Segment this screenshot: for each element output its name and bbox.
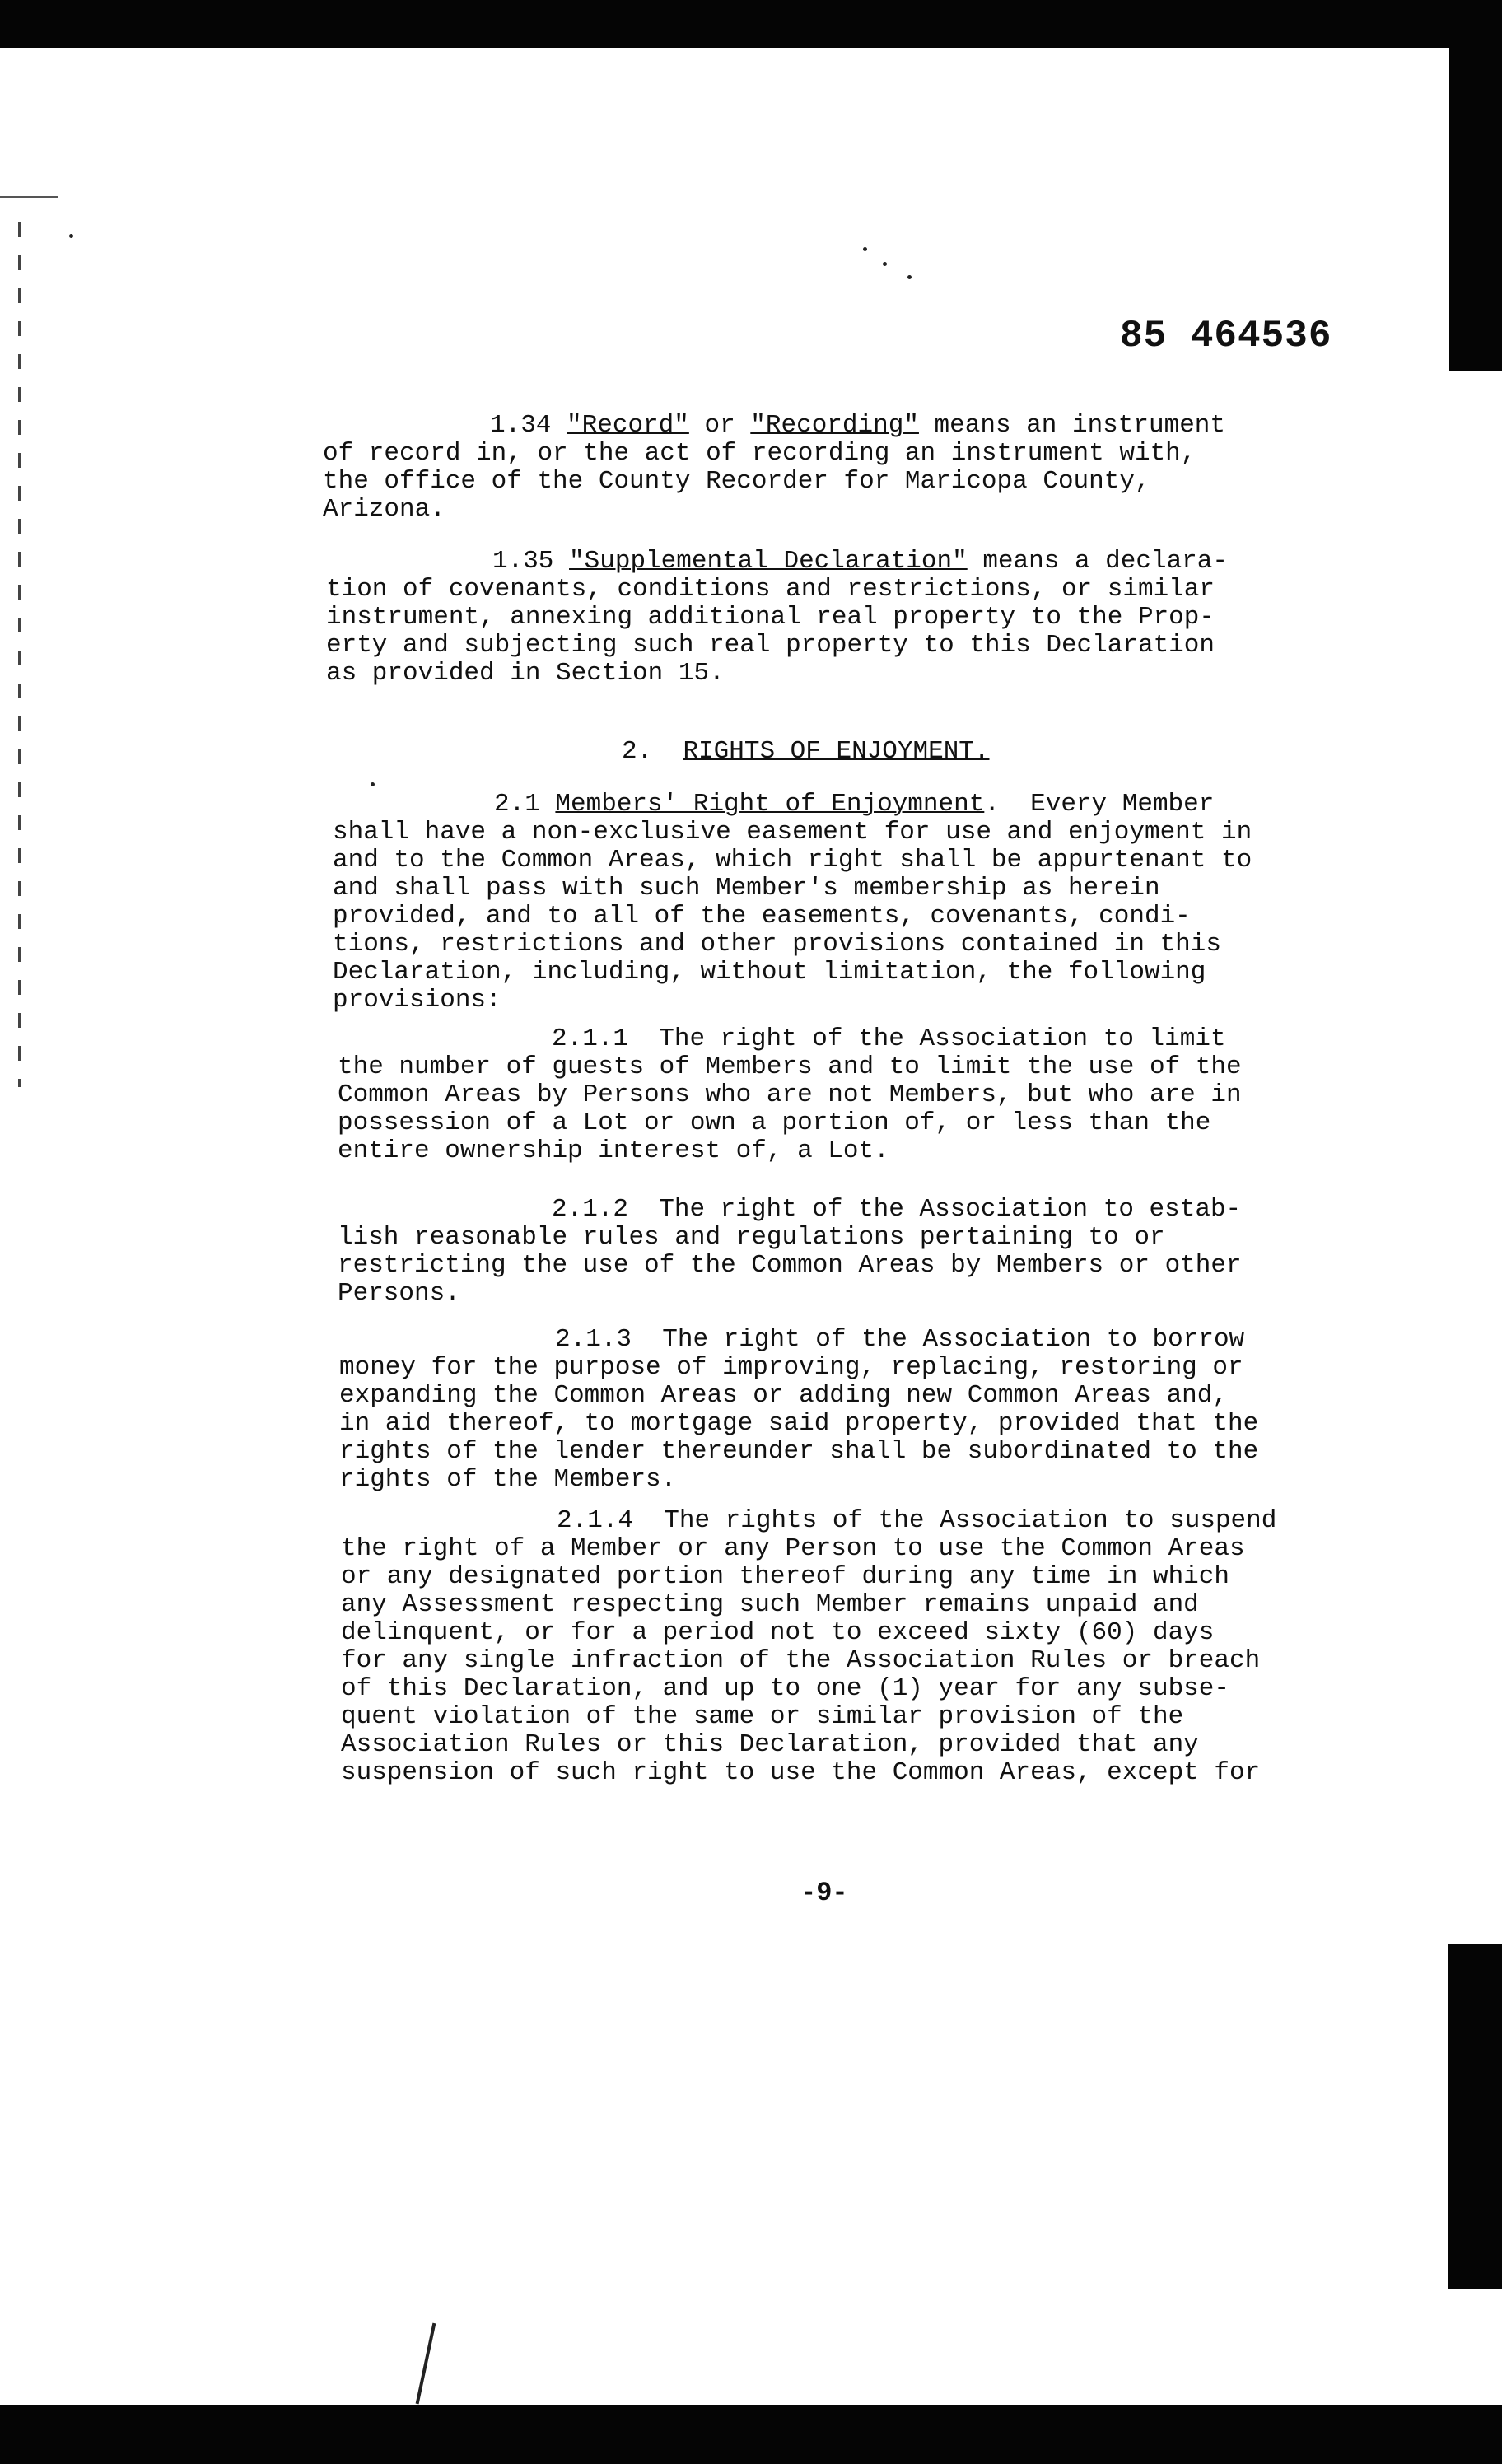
paragraph-line: Persons. (338, 1279, 460, 1308)
scan-border-top (0, 0, 1502, 48)
conjunction: or (704, 411, 735, 440)
paragraph-text: . Every Member (984, 790, 1215, 819)
paragraph-text: means an instrument (934, 411, 1226, 440)
paragraph-line: tion of covenants, conditions and restrictions, or similar (326, 575, 1215, 604)
paragraph-2-1-4 (341, 1507, 1276, 1787)
section-heading (622, 737, 990, 766)
scan-speck (907, 275, 912, 279)
paragraph-line: Declaration, including, without limitation, the following (333, 958, 1206, 987)
paragraph-line: rights of the lender thereunder shall be subordinated to the (339, 1437, 1259, 1466)
paragraph-line: and to the Common Areas, which right shall be appurtenant to (333, 846, 1252, 875)
paragraph-text: The right of the Association to estab- (659, 1195, 1242, 1224)
paragraph-line: lish reasonable rules and regulations pertaining to or (338, 1223, 1165, 1252)
paragraph-line: suspension of such right to use the Common Areas, except for (341, 1758, 1261, 1787)
scan-left-mark (0, 196, 58, 198)
paragraph-number: 2.1.2 (552, 1195, 629, 1224)
defined-term-members-right: Members' Right of Enjoymnent (555, 790, 985, 819)
paragraph-number: 1.34 (490, 411, 552, 440)
paragraph-number: 2.1 (494, 790, 540, 819)
section-title: RIGHTS OF ENJOYMENT. (683, 737, 990, 766)
paragraph-2-1-1 (338, 1025, 1242, 1165)
paragraph-2-1-2 (338, 1196, 1242, 1308)
defined-term-recording: "Recording" (750, 411, 919, 440)
paragraph-line: Arizona. (323, 495, 445, 524)
scan-speck (371, 782, 375, 786)
paragraph-line: rights of the Members. (339, 1465, 677, 1494)
scan-border-bottom (0, 2405, 1502, 2464)
defined-term-supplemental-declaration: "Supplemental Declaration" (569, 547, 968, 576)
paragraph-line: restricting the use of the Common Areas by Members or other (338, 1251, 1242, 1280)
paragraph-line: as provided in Section 15. (326, 659, 725, 688)
paragraph-2-1-3 (339, 1326, 1258, 1494)
scan-speck (883, 262, 887, 266)
paragraph-text: The right of the Association to limit (659, 1024, 1226, 1053)
paragraph-line: of record in, or the act of recording an instrument with, (323, 439, 1196, 468)
paragraph-text: means a declara- (982, 547, 1228, 576)
paragraph-line: in aid thereof, to mortgage said property, provided that the (339, 1409, 1259, 1438)
paragraph-line: delinquent, or for a period not to exceed sixty (60) days (341, 1618, 1215, 1647)
paragraph-line: money for the purpose of improving, replacing, restoring or (339, 1353, 1243, 1382)
paragraph-number: 2.1.1 (552, 1024, 629, 1053)
paragraph-line: expanding the Common Areas or adding new Common Areas and, (339, 1381, 1228, 1410)
paragraph-1-35 (326, 548, 1228, 688)
paragraph-line: and shall pass with such Member's membership as herein (333, 874, 1160, 903)
paragraph-number: 2.1.4 (557, 1506, 634, 1535)
paragraph-2-1 (333, 791, 1252, 1015)
scan-speck (69, 234, 73, 238)
paragraph-line: shall have a non-exclusive easement for use and enjoyment in (333, 818, 1252, 847)
paragraph-line: erty and subjecting such real property to this Declaration (326, 631, 1215, 660)
paragraph-number: 1.35 (492, 547, 554, 576)
paragraph-line: possession of a Lot or own a portion of, or less than the (338, 1108, 1211, 1137)
scan-speck (863, 247, 867, 251)
paragraph-line: provided, and to all of the easements, covenants, condi- (333, 902, 1191, 931)
paragraph-line: the office of the County Recorder for Maricopa County, (323, 467, 1150, 496)
scan-border-right-lower (1448, 1944, 1502, 2289)
paragraph-line: entire ownership interest of, a Lot. (338, 1136, 889, 1165)
paragraph-number: 2.1.3 (555, 1325, 632, 1354)
paragraph-1-34 (323, 412, 1225, 524)
paragraph-line: any Assessment respecting such Member remains unpaid and (341, 1590, 1199, 1619)
paragraph-text: The right of the Association to borrow (662, 1325, 1245, 1354)
paragraph-line: for any single infraction of the Association Rules or breach (341, 1646, 1261, 1675)
paragraph-line: Common Areas by Persons who are not Members, but who are in (338, 1080, 1242, 1109)
paragraph-line: the right of a Member or any Person to use the Common Areas (341, 1534, 1245, 1563)
scan-slash-mark (416, 2323, 436, 2405)
page-number: -9- (800, 1878, 848, 1908)
scan-left-edge-marks (18, 222, 21, 1087)
paragraph-line: Association Rules or this Declaration, provided that any (341, 1730, 1199, 1759)
paragraph-text: The rights of the Association to suspend (664, 1506, 1277, 1535)
section-number: 2. (622, 737, 653, 766)
paragraph-line: quent violation of the same or similar provision of the (341, 1702, 1184, 1731)
document-recording-number: 85 464536 (1120, 315, 1332, 357)
paragraph-line: the number of guests of Members and to limit the use of the (338, 1052, 1242, 1081)
scan-border-right-upper (1449, 0, 1502, 371)
paragraph-line: tions, restrictions and other provisions contained in this (333, 930, 1221, 959)
defined-term-record: "Record" (567, 411, 689, 440)
paragraph-line: of this Declaration, and up to one (1) year for any subse- (341, 1674, 1229, 1703)
paragraph-line: instrument, annexing additional real property to the Prop- (326, 603, 1215, 632)
paragraph-line: provisions: (333, 986, 501, 1015)
paragraph-line: or any designated portion thereof during any time in which (341, 1562, 1229, 1591)
